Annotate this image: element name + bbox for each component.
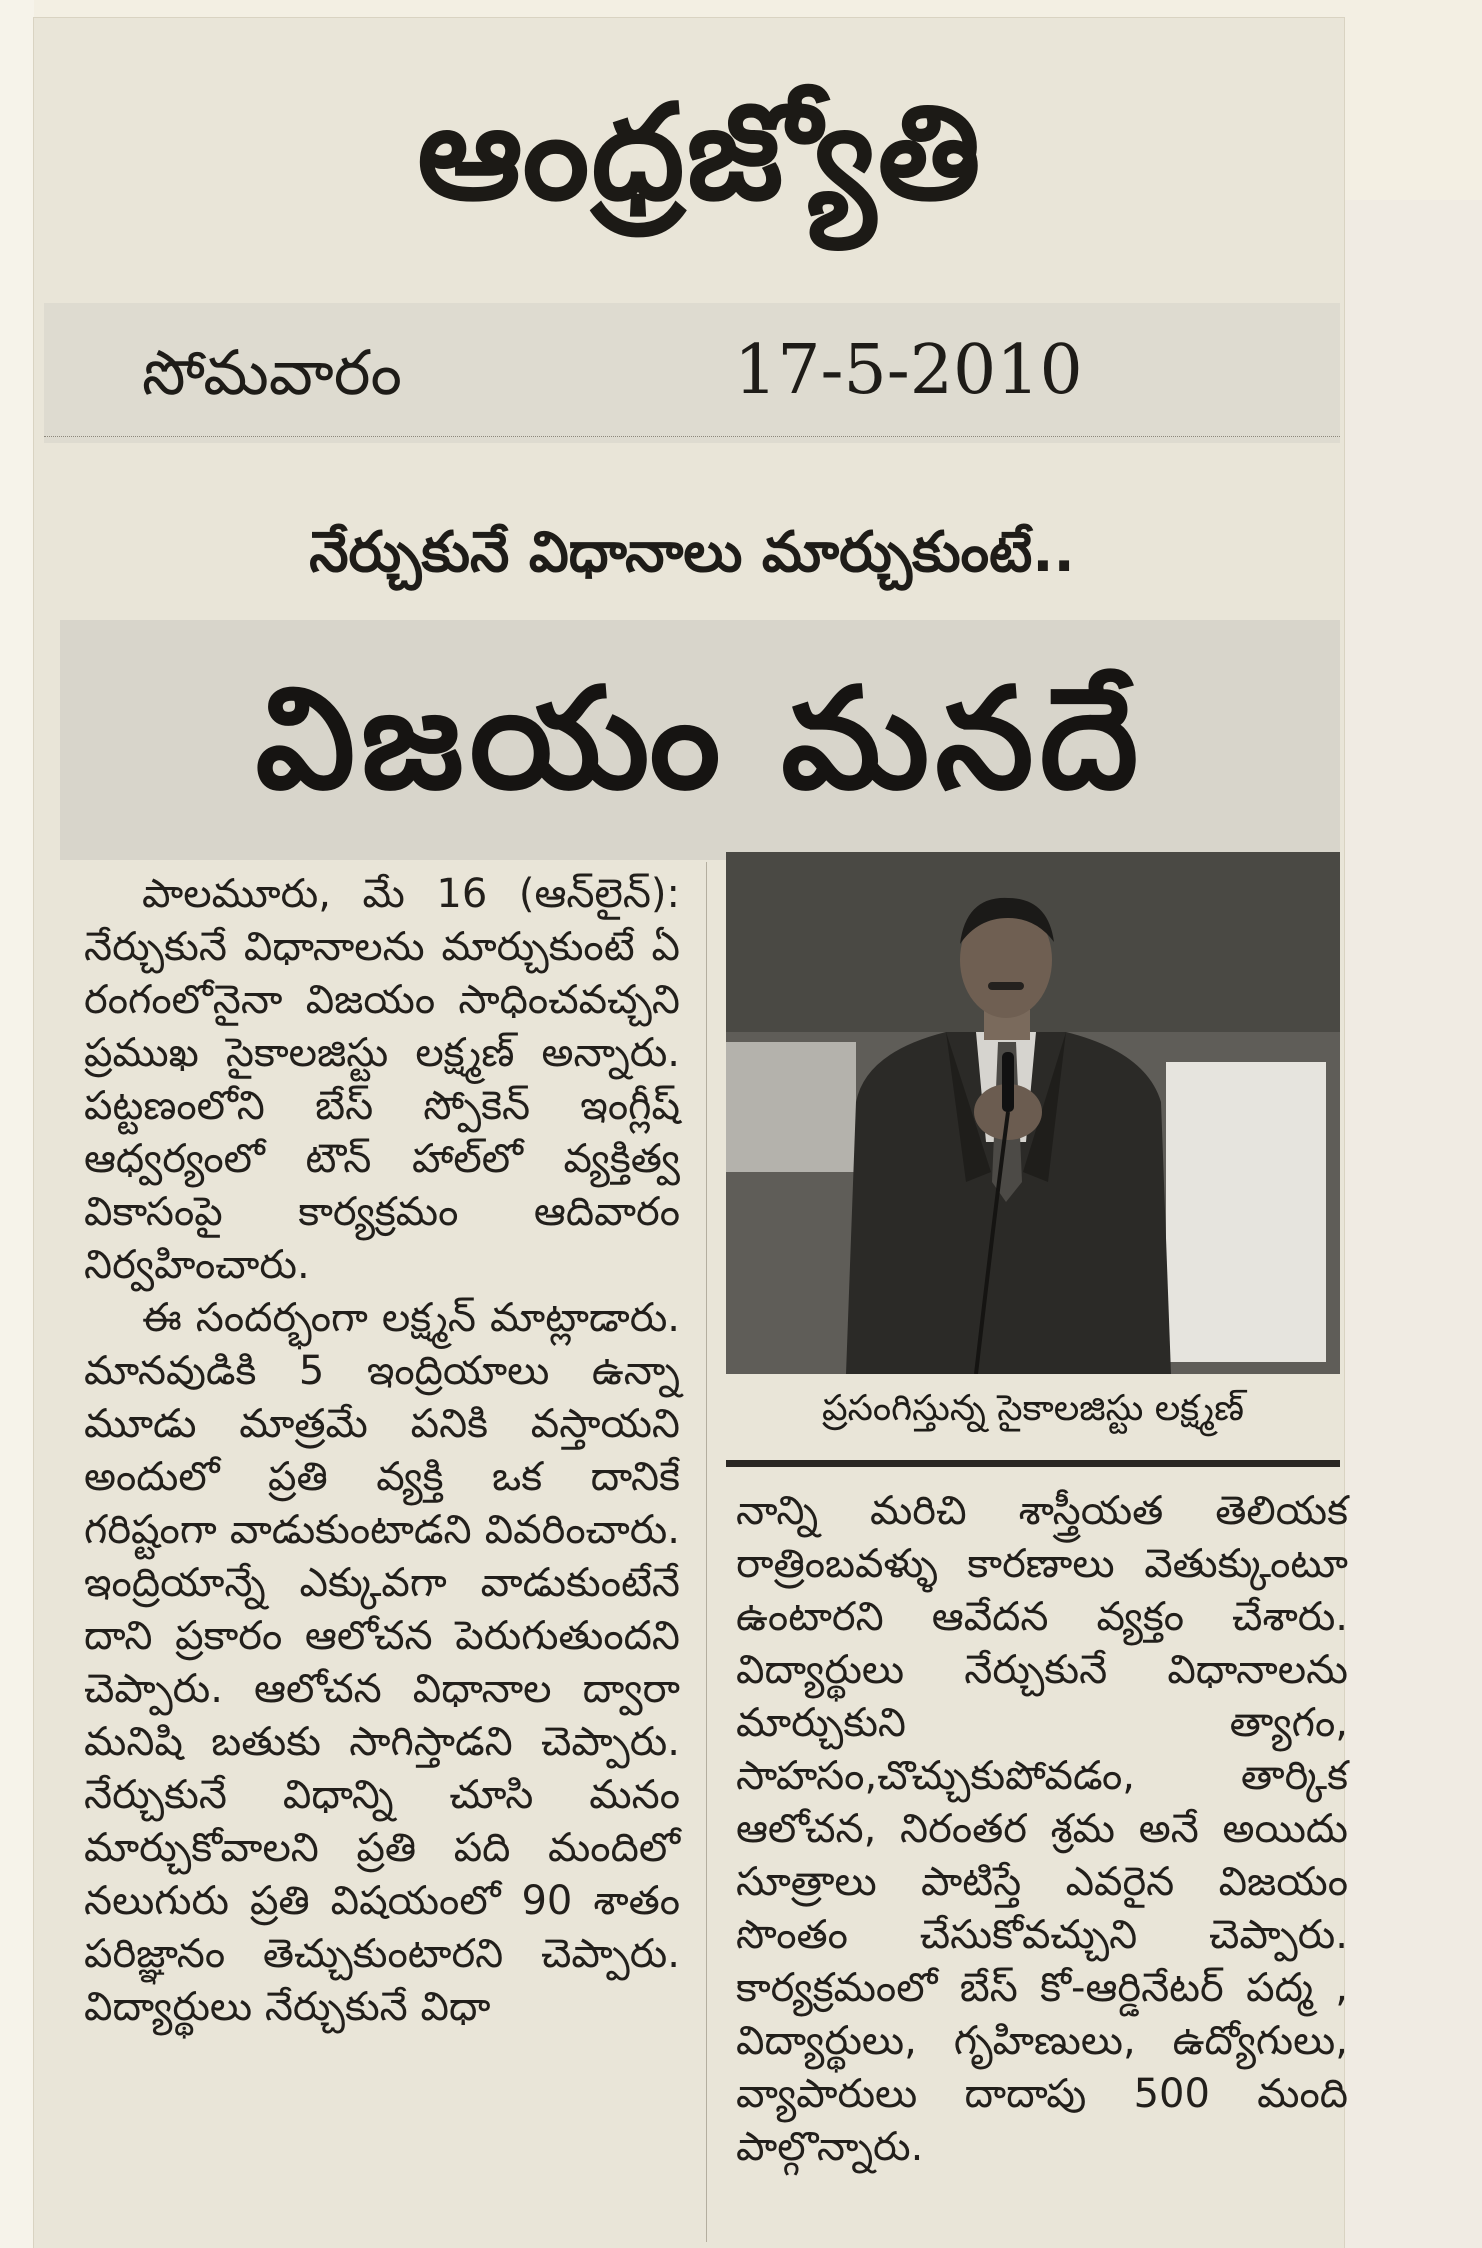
article-paragraph: పాలమూరు, మే 16 (ఆన్‌లైన్): నేర్చుకునే విధానాలను మార్చుకుంటే ఏ రంగంలోనైనా విజయం సాధించవచ్చని ప్రముఖ సైకాలజిస్టు లక్ష్మణ్ అన్నారు. పట్టణంలోని బేస్ స్పోకెన్ ఇంగ్లీష్ ఆధ్వర్యంలో టౌన్ హాల్‌లో వ్యక్తిత్వ వికాసంపై కార్యక్రమం ఆదివారం నిర్వహించారు. xyxy=(84,871,680,1288)
headline-band xyxy=(60,620,1340,860)
article-column-left xyxy=(84,868,680,2034)
newspaper-logo: ఆంధ్రజ్యోతి xyxy=(417,75,983,230)
page-margin-left xyxy=(0,0,34,2248)
article-column-right xyxy=(736,1485,1348,2174)
photo-caption: ప్రసంగిస్తున్న సైకాలజిస్టు లక్ష్మణ్ xyxy=(822,1388,1244,1429)
photo-board xyxy=(1166,1062,1326,1362)
masthead xyxy=(60,30,1340,275)
dateline-band xyxy=(44,303,1340,443)
speaker-figure xyxy=(826,882,1186,1374)
article-headline: విజయం మనదే xyxy=(255,658,1145,821)
adjacent-paper-edge xyxy=(1344,200,1482,2248)
article-kicker: నేర్చుకునే విధానాలు మార్చుకుంటే.. xyxy=(309,520,1075,585)
article-paragraph: ఈ సందర్భంగా లక్ష్మన్ మాట్లాడారు. మానవుడికి 5 ఇంద్రియాలు ఉన్నా మూడు మాత్రమే పనికి వస్తాయని అందులో ప్రతి వ్యక్తి ఒక దానికే గరిష్టంగా వాడుకుంటాడని వివరించారు. ఇంద్రియాన్నే ఎక్కువగా వాడుకుంటేనే దాని ప్రకారం ఆలోచన పెరుగుతుందని చెప్పారు. ఆలోచన విధానాల ద్వారా మనిషి బతుకు సాగిస్తాడని చెప్పారు. నేర్చుకునే విధాన్ని చూసి మనం మార్చుకోవాలని ప్రతి పది మందిలో నలుగురు ప్రతి విషయంలో 90 శాతం పరిజ్ఞానం తెచ్చుకుంటారని చెప్పారు. విద్యార్థులు నేర్చుకునే విధా xyxy=(84,1295,680,2030)
article-paragraph: నాన్ని మరిచి శాస్త్రీయత తెలియక రాత్రింబవళ్ళు కారణాలు వెతుక్కుంటూ ఉంటారని ఆవేదన వ్యక్తం చేశారు. విద్యార్థులు నేర్చుకునే విధానాలను మార్చుకుని త్యాగం, సాహసం,చొచ్చుకుపోవడం, తార్కిక ఆలోచన, నిరంతర శ్రమ అనే అయిదు సూత్రాలు పాటిస్తే ఎవరైన విజయం సొంతం చేసుకోవచ్చుని చెప్పారు. కార్యక్రమంలో బేస్ కో-ఆర్డినేటర్ పద్మ , విద్యార్థులు, గృహిణులు, ఉద్యోగులు, వ్యాపారులు దాదాపు 500 మంది పాల్గొన్నారు. xyxy=(736,1488,1348,2170)
dateline-day: సోమవారం xyxy=(142,336,402,409)
column-divider xyxy=(706,862,707,2242)
caption-rule xyxy=(726,1460,1340,1467)
speaker-photo xyxy=(726,852,1340,1374)
dateline-date: 17-5-2010 xyxy=(734,331,1083,410)
dotted-divider xyxy=(44,436,1340,443)
